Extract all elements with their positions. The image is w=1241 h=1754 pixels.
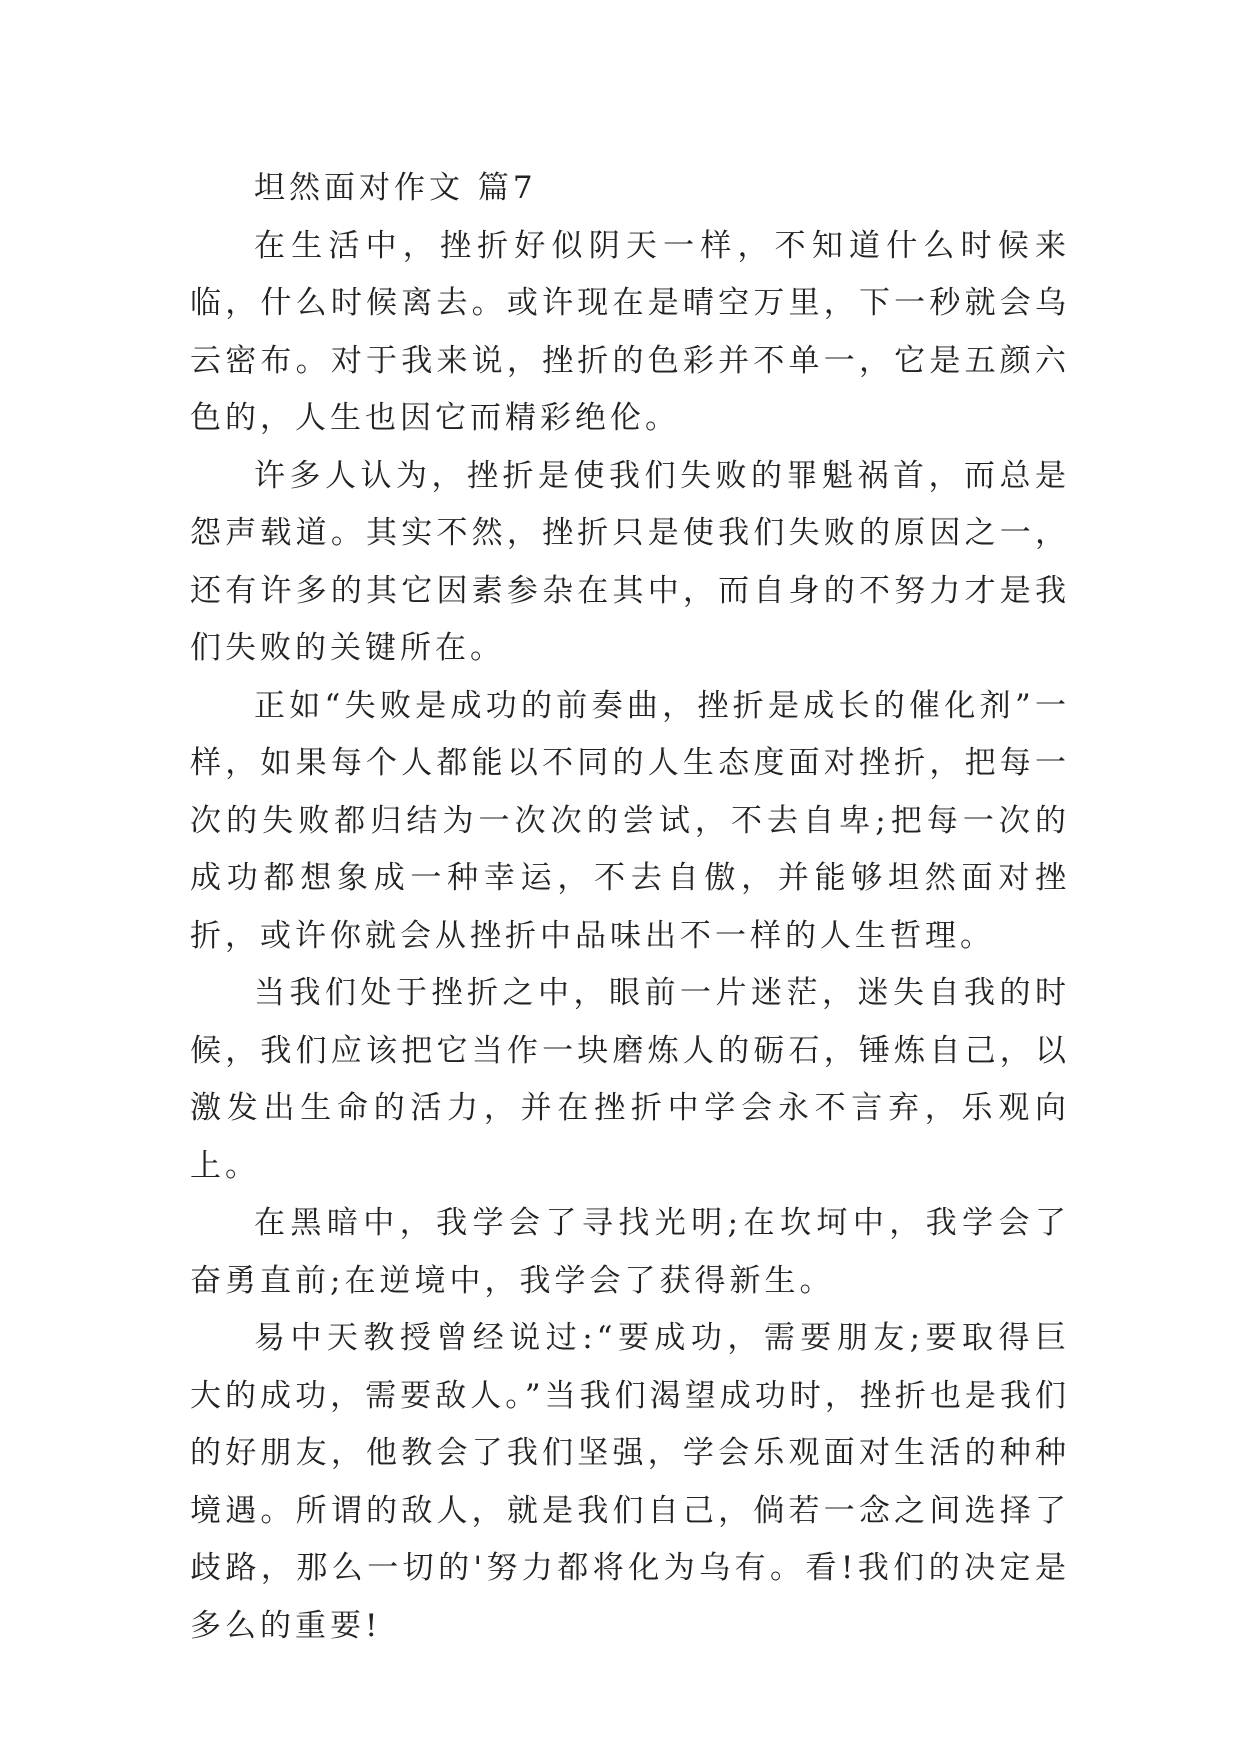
paragraph-6: 易中天教授曾经说过:“要成功，需要朋友;要取得巨大的成功，需要敌人。”当我们渴望成功时，挫折也是我们的好朋友，他教会了我们坚强，学会乐观面对生活的种种境遇。所谓的敌人，就是我们自己，倘若一念之间选择了歧路，那么一切的'努力都将化为乌有。看!我们的决定是多么的重要! [190, 1320, 1070, 1644]
paragraph-3: 正如“失败是成功的前奏曲，挫折是成长的催化剂”一样，如果每个人都能以不同的人生态度面对挫折，把每一次的失败都归结为一次次的尝试，不去自卑;把每一次的成功都想象成一种幸运，不去自傲，并能够坦然面对挫折，或许你就会从挫折中品味出不一样的人生哲理。 [190, 687, 1070, 954]
paragraph-5: 在黑暗中，我学会了寻找光明;在坎坷中，我学会了奋勇直前;在逆境中，我学会了获得新生。 [190, 1205, 1070, 1299]
paragraph-2: 许多人认为，挫折是使我们失败的罪魁祸首，而总是怨声载道。其实不然，挫折只是使我们失败的原因之一，还有许多的其它因素参杂在其中，而自身的不努力才是我们失败的关键所在。 [190, 457, 1070, 666]
paragraph-4: 当我们处于挫折之中，眼前一片迷茫，迷失自我的时候，我们应该把它当作一块磨炼人的砺石，锤炼自己，以激发出生命的活力，并在挫折中学会永不言弃，乐观向上。 [190, 975, 1070, 1184]
document-title: 坦然面对作文 篇7 [254, 170, 537, 206]
document-body [190, 160, 1070, 1655]
paragraph-1: 在生活中，挫折好似阴天一样，不知道什么时候来临，什么时候离去。或许现在是晴空万里，下一秒就会乌云密布。对于我来说，挫折的色彩并不单一，它是五颜六色的，人生也因它而精彩绝伦。 [190, 227, 1070, 436]
